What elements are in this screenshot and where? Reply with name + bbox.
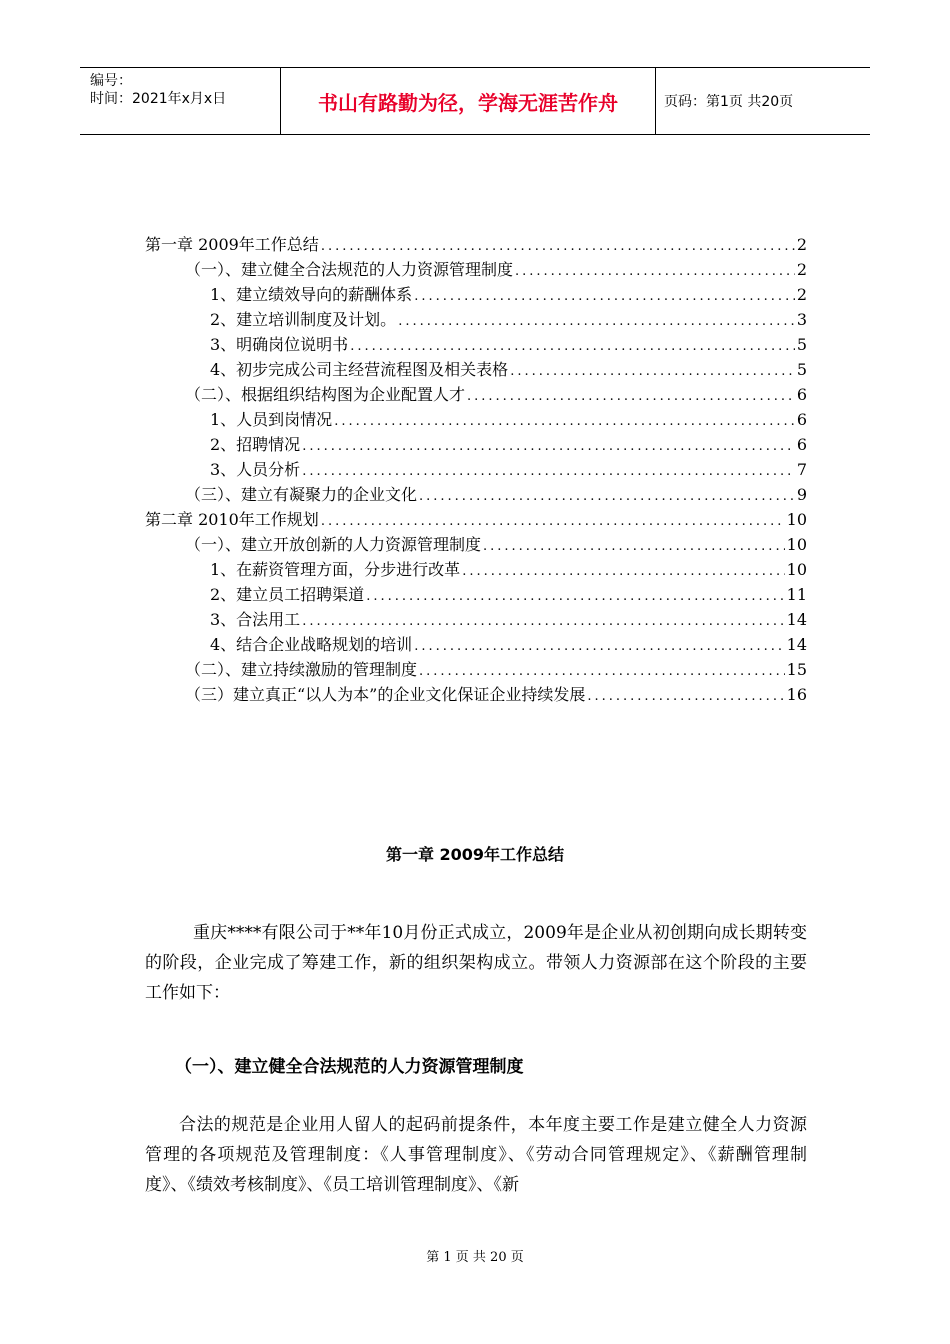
toc-entry-title: 4、结合企业战略规划的培训 (210, 635, 413, 654)
toc-leader-dots (350, 339, 795, 354)
toc-leader-dots (302, 464, 795, 479)
toc-leader-dots (414, 639, 784, 654)
document-header (80, 67, 870, 135)
toc-entry-page: 7 (796, 460, 807, 479)
toc-entry[interactable] (145, 557, 807, 582)
toc-leader-dots (462, 564, 784, 579)
chapter-title: 第一章 2009年工作总结 (385, 845, 565, 864)
toc-entry-page: 2 (796, 285, 807, 304)
toc-entry[interactable] (145, 382, 807, 407)
header-motto: 书山有路勤为径，学海无涯苦作舟 (281, 68, 656, 134)
toc-entry-title: 3、合法用工 (210, 610, 301, 629)
toc-entry-page: 6 (796, 435, 807, 454)
toc-entry[interactable] (145, 257, 807, 282)
toc-entry[interactable] (145, 407, 807, 432)
toc-entry-page: 5 (796, 360, 807, 379)
toc-leader-dots (587, 689, 784, 704)
header-page-info: 页码：第1页 共20页 (664, 94, 794, 110)
toc-leader-dots (334, 414, 795, 429)
toc-leader-dots (321, 239, 795, 254)
paragraph-intro: 重庆****有限公司于**年10月份正式成立，2009年是企业从初创期向成长期转变的阶段，企业完成了筹建工作，新的组织架构成立。带领人力资源部在这个阶段的主要工作如下： (145, 923, 807, 1003)
toc-leader-dots (467, 389, 795, 404)
toc-entry-page: 10 (786, 510, 807, 529)
toc-leader-dots (515, 264, 795, 279)
toc-entry-page: 3 (796, 310, 807, 329)
date-label: 时间：2021年x月x日 (90, 91, 227, 107)
toc-entry-page: 2 (796, 260, 807, 279)
toc-leader-dots (398, 314, 795, 329)
header-meta (80, 68, 281, 134)
toc-entry-title: （二）、建立持续激励的管理制度 (185, 660, 418, 679)
toc-entry[interactable] (145, 657, 807, 682)
toc-leader-dots (321, 514, 785, 529)
toc-entry-page: 14 (786, 635, 807, 654)
toc-leader-dots (510, 364, 795, 379)
toc-entry-title: 2、招聘情况 (210, 435, 301, 454)
table-of-contents (145, 232, 807, 707)
toc-entry-title: 1、建立绩效导向的薪酬体系 (210, 285, 413, 304)
toc-entry-title: 3、人员分析 (210, 460, 301, 479)
toc-entry-title: （一）、建立健全合法规范的人力资源管理制度 (185, 260, 514, 279)
toc-entry[interactable] (145, 282, 807, 307)
toc-leader-dots (414, 289, 795, 304)
toc-entry-page: 9 (796, 485, 807, 504)
toc-entry-page: 10 (786, 560, 807, 579)
toc-entry-title: （二）、根据组织结构图为企业配置人才 (185, 385, 466, 404)
toc-entry[interactable] (145, 232, 807, 257)
toc-entry-page: 14 (786, 610, 807, 629)
toc-entry[interactable] (145, 357, 807, 382)
toc-entry[interactable] (145, 432, 807, 457)
toc-entry-page: 6 (796, 385, 807, 404)
toc-leader-dots (483, 539, 785, 554)
number-label: 编号： (90, 73, 132, 89)
toc-entry-page: 16 (786, 685, 807, 704)
toc-leader-dots (366, 589, 784, 604)
toc-entry-page: 11 (786, 585, 807, 604)
toc-entry-title: 第二章 2010年工作规划 (145, 510, 319, 529)
toc-entry-title: 2、建立培训制度及计划。 (210, 310, 397, 329)
toc-entry-title: 第一章 2009年工作总结 (145, 235, 319, 254)
toc-entry-title: 1、人员到岗情况 (210, 410, 333, 429)
toc-entry[interactable] (145, 457, 807, 482)
toc-entry[interactable] (145, 632, 807, 657)
toc-entry-page: 2 (796, 235, 807, 254)
toc-entry-page: 5 (796, 335, 807, 354)
toc-entry-title: 3、明确岗位说明书 (210, 335, 349, 354)
toc-entry-title: 2、建立员工招聘渠道 (210, 585, 365, 604)
page-footer: 第 1 页 共 20 页 (426, 1250, 524, 1265)
toc-entry[interactable] (145, 682, 807, 707)
toc-entry-title: （三）建立真正“以人为本”的企业文化保证企业持续发展 (185, 685, 586, 704)
toc-entry[interactable] (145, 607, 807, 632)
toc-leader-dots (419, 664, 785, 679)
toc-entry[interactable] (145, 482, 807, 507)
toc-entry[interactable] (145, 332, 807, 357)
toc-entry[interactable] (145, 532, 807, 557)
toc-entry[interactable] (145, 582, 807, 607)
section-heading: （一）、建立健全合法规范的人力资源管理制度 (175, 1057, 524, 1077)
toc-entry-title: 1、在薪资管理方面，分步进行改革 (210, 560, 461, 579)
toc-leader-dots (302, 439, 795, 454)
toc-entry-title: 4、初步完成公司主经营流程图及相关表格 (210, 360, 509, 379)
toc-entry[interactable] (145, 307, 807, 332)
toc-leader-dots (419, 489, 795, 504)
toc-leader-dots (302, 614, 784, 629)
toc-entry-page: 15 (786, 660, 807, 679)
toc-entry-title: （一）、建立开放创新的人力资源管理制度 (185, 535, 482, 554)
toc-entry-title: （三）、建立有凝聚力的企业文化 (185, 485, 418, 504)
toc-entry-page: 6 (796, 410, 807, 429)
paragraph-regulations: 合法的规范是企业用人留人的起码前提条件，本年度主要工作是建立健全人力资源管理的各项规范及管理制度：《人事管理制度》、《劳动合同管理规定》、《薪酬管理制度》、《绩效考核制度》、《员工培训管理制度》、《新 (145, 1115, 807, 1195)
toc-entry[interactable] (145, 507, 807, 532)
toc-entry-page: 10 (786, 535, 807, 554)
